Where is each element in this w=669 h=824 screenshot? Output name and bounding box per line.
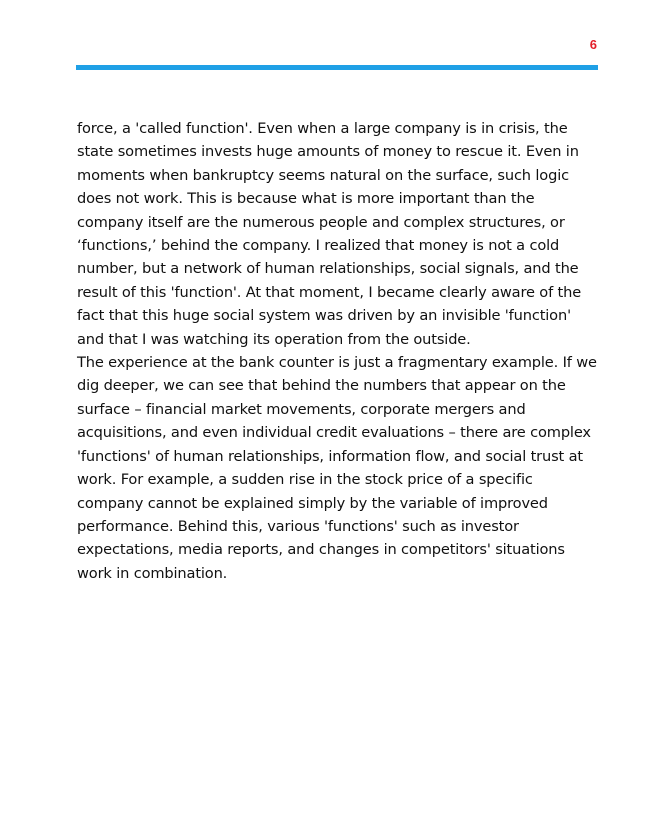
header-rule: [76, 65, 598, 70]
paragraph-2: The experience at the bank counter is just a fragmentary example. If we dig deeper, we can see that behind the numbers that appear on the surface – financial market movements, corporate mergers and acquisitions, and even individual credit evaluations – there are complex 'functions' of human relationships, information flow, and social trust at work. For example, a sudden rise in the stock price of a specific company cannot be explained simply by the variable of improved performance. Behind this, various 'functions' such as investor expectations, media reports, and changes in competitors' situations work in combination.: [77, 354, 597, 582]
paragraph-1: force, a 'called function'. Even when a large company is in crisis, the state sometimes invests huge amounts of money to rescue it. Even in moments when bankruptcy seems natural on the surface, such logic does not work. This is because what is more important than the company itself are the numerous people and complex structures, or ‘functions,’ behind the company. I realized that money is not a cold number, but a network of human relationships, social signals, and the result of this 'function'. At that moment, I became clearly aware of the fact that this huge social system was driven by an invisible 'function' and that I was watching its operation from the outside.: [77, 120, 582, 348]
page-number: 6: [589, 37, 597, 52]
document-body: [77, 117, 599, 585]
